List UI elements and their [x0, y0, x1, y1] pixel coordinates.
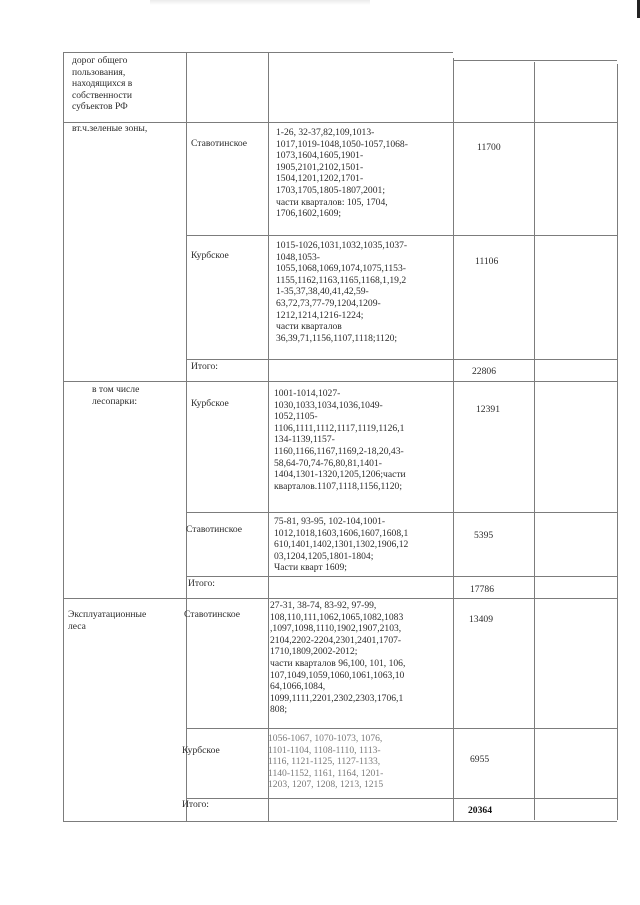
- row-divider: [186, 512, 617, 513]
- row-divider: [186, 798, 617, 799]
- table-border-left: [63, 52, 64, 822]
- blocks-cell: 1056-1067, 1070-1073, 1076, 1101-1104, 1108-1110, 1113- 1116, 1121-1125, 1127-1133, 1140-1152, 1161, 1164, 1201- 1203, 1207, 1208, 1213, 1215: [268, 733, 384, 791]
- blocks-cell: 75-81, 93-95, 102-104,1001- 1012,1018,1603,1606,1607,1608,1 610,1401,1402,1301,1302,1906,12 03,1204,1205,1801-1804; Части кварт 1609;: [274, 516, 409, 574]
- category-cell: дорог общего пользования, находящихся в собственности субъектов РФ: [72, 55, 133, 113]
- category-cell: вт.ч.зеленые зоны,: [72, 123, 148, 134]
- area-cell: 11700: [477, 142, 501, 153]
- area-cell: 6955: [470, 754, 490, 765]
- area-cell: 11106: [475, 256, 499, 267]
- total-value: 17786: [470, 584, 494, 595]
- row-divider: [63, 598, 617, 599]
- row-divider: [186, 235, 617, 236]
- row-divider: [63, 381, 617, 382]
- table-border-bottom: [63, 821, 617, 822]
- total-label: Итого:: [182, 799, 209, 810]
- table-border-top: [63, 52, 453, 53]
- row-divider: [186, 576, 617, 577]
- area-cell: 13409: [469, 614, 493, 625]
- column-divider-2: [268, 52, 269, 822]
- forestry-cell: Ставотинское: [186, 524, 243, 535]
- blocks-cell: 27-31, 38-74, 83-92, 97-99, 108,110,111,1062,1065,1082,1083 ,1097,1098,1110,1902,1907,2103, 2104,2202-2204,2301,2401,1707- 1710,1809,2002-2012; части кварталов 96,100, 101, 106, 107,1049,1059,1060,1061,1063,10 64,1066,1084, 1099,1111,2201,2302,2303,1706,1 808;: [270, 600, 406, 716]
- forestry-cell: Курбское: [191, 250, 229, 261]
- total-value: 22806: [472, 366, 496, 377]
- blocks-cell: 1015-1026,1031,1032,1035,1037- 1048,1053- 1055,1068,1069,1074,1075,1153- 1155,1162,1163,1165,1168,1,19,2 1-35,37,38,40,41,42,59- 63,72,73,77-79,1204,1209- 1212,1214,1216-1224; части кварталов 36,39,71,1156,1107,1118;1120;: [276, 240, 408, 344]
- column-divider-1: [186, 52, 187, 822]
- table-border-right: [617, 64, 618, 820]
- column-divider-3: [453, 58, 454, 822]
- scan-smudge: [150, 0, 370, 5]
- area-cell: 12391: [476, 404, 500, 415]
- area-cell: 5395: [474, 530, 494, 541]
- forestry-cell: Ставотинское: [191, 138, 248, 149]
- column-divider-4: [534, 62, 535, 820]
- total-label: Итого:: [191, 361, 218, 372]
- category-cell: Эксплуатационные леса: [68, 609, 147, 632]
- total-label: Итого:: [188, 578, 215, 589]
- total-value: 20364: [468, 805, 492, 816]
- blocks-cell: 1-26, 32-37,82,109,1013- 1017,1019-1048,1050-1057,1068- 1073,1604,1605,1901- 1905,2101,2102,1501- 1504,1201,1202,1701- 1703,1705,1805-1807,2001; части кварталов: 105, 1704, 1706,1602,1609;: [276, 127, 408, 220]
- row-divider: [186, 728, 617, 729]
- table-border-top-right: [453, 60, 617, 61]
- forestry-cell: Курбское: [191, 398, 229, 409]
- category-cell: в том числе лесопарки:: [92, 384, 140, 407]
- forestry-cell: Ставотинское: [184, 609, 241, 620]
- blocks-cell: 1001-1014,1027- 1030,1033,1034,1036,1049- 1052,1105- 1106,1111,1112,1117,1119,1126,1 134-1139,1157- 1160,1166,1167,1169,2-18,20,43- 58,64-70,74-76,80,81,1401- 1404,1301-1320,1205,1206;части кварталов.1107,1118,1156,1120;: [274, 388, 406, 492]
- forestry-cell: Курбское: [182, 745, 220, 756]
- row-divider: [186, 359, 617, 360]
